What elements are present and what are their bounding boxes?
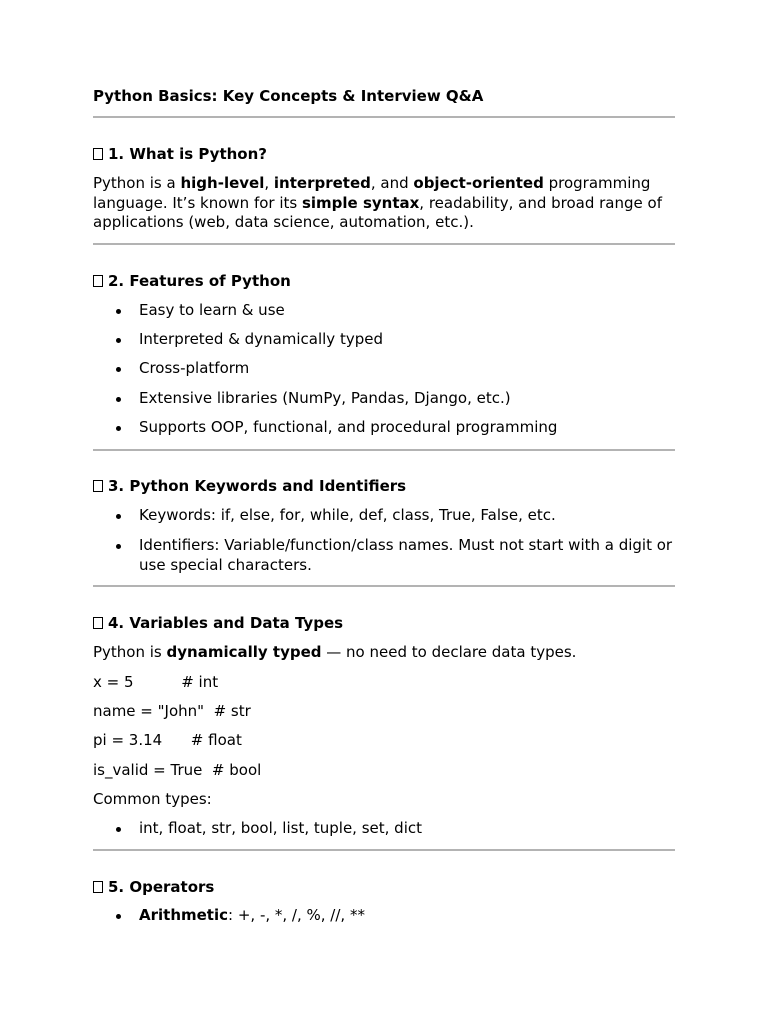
text-run: , and [370, 174, 414, 192]
text-run: programming language. It’s known for its [93, 174, 651, 212]
bold-run: simple syntax [301, 193, 420, 212]
section-2-heading-text: 2. Features of Python [108, 272, 291, 290]
code-line: pi = 3.14 # float [93, 731, 242, 749]
text-run: , [264, 174, 274, 192]
list-item: Cross-platform [139, 359, 675, 379]
divider [93, 243, 675, 245]
document-title: Python Basics: Key Concepts & Interview Q&A [93, 87, 484, 105]
list-item: Keywords: if, else, for, while, def, class, True, False, etc. [139, 506, 675, 526]
divider [93, 449, 675, 451]
list-item: Extensive libraries (NumPy, Pandas, Django, etc.) [139, 389, 675, 409]
section-5-heading-text: 5. Operators [108, 878, 215, 896]
list-item [139, 906, 675, 926]
code-line: x = 5 # int [93, 673, 219, 691]
section-4-heading [93, 613, 343, 633]
box-glyph-icon [93, 480, 103, 492]
bold-run: Arithmetic [139, 906, 229, 924]
list-item: Supports OOP, functional, and procedural programming [139, 418, 675, 438]
list-item: Interpreted & dynamically typed [139, 330, 675, 350]
bold-run: interpreted [273, 174, 371, 192]
bold-run: dynamically typed [166, 643, 322, 661]
section-4-heading-text: 4. Variables and Data Types [108, 614, 344, 632]
divider [93, 116, 675, 118]
text-run: Python is [93, 643, 167, 661]
box-glyph-icon [93, 275, 103, 287]
section-2-heading [93, 271, 291, 291]
common-types-label: Common types: [93, 790, 212, 808]
list-item: Easy to learn & use [139, 301, 675, 321]
divider [93, 849, 675, 851]
text-run: , readability, and broad range of applications (web, data science, automation, etc.). [93, 193, 662, 231]
bold-run: high-level [180, 174, 265, 192]
list-item: int, float, str, bool, list, tuple, set, dict [139, 819, 675, 839]
section-1-heading [93, 144, 267, 164]
text-run: — no need to declare data types. [321, 643, 577, 661]
box-glyph-icon [93, 148, 103, 160]
section-3-heading-text: 3. Python Keywords and Identifiers [108, 477, 407, 495]
text-run: Python is a [93, 174, 181, 192]
divider [93, 585, 675, 587]
box-glyph-icon [93, 617, 103, 629]
box-glyph-icon [93, 881, 103, 893]
section-1-paragraph [93, 174, 675, 233]
section-3-heading [93, 476, 406, 496]
section-5-heading [93, 877, 214, 897]
code-line: name = "John" # str [93, 702, 251, 720]
section-4-intro [93, 642, 576, 662]
text-run: : +, -, *, /, %, //, ** [228, 906, 365, 924]
list-item: Identifiers: Variable/function/class names. Must not start with a digit or use special characters. [139, 536, 675, 575]
code-line: is_valid = True # bool [93, 761, 262, 779]
section-1-heading-text: 1. What is Python? [108, 145, 267, 163]
bold-run: object-oriented [413, 174, 544, 192]
